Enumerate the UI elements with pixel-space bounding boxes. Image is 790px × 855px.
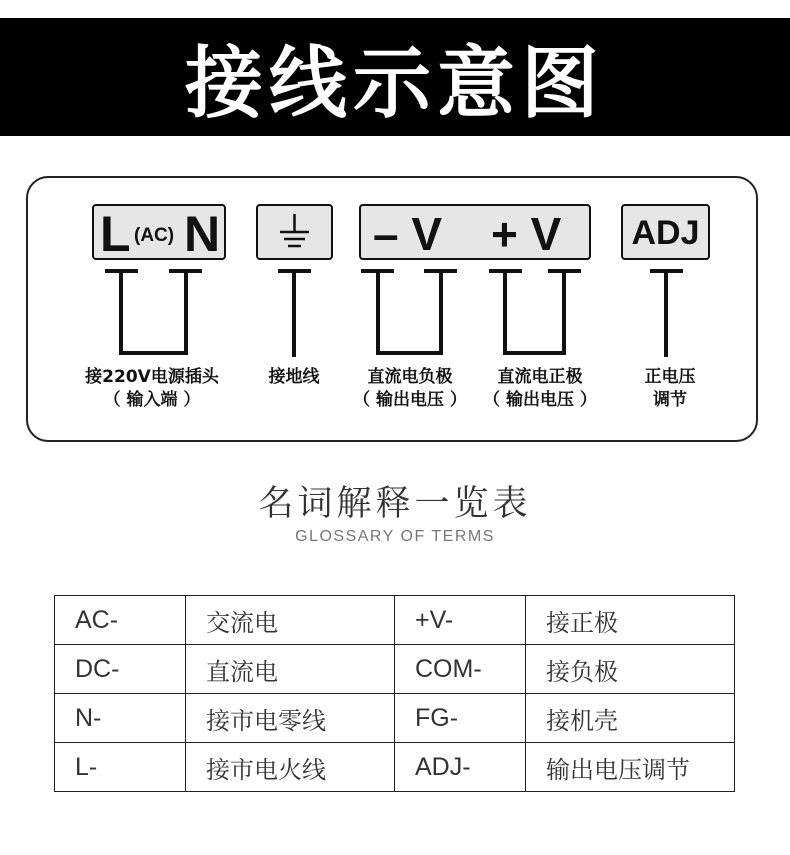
- label-dc-positive-line1: 直流电正极: [497, 367, 583, 387]
- term-cell: COM-: [395, 645, 526, 694]
- definition-cell: 接市电零线: [186, 694, 395, 743]
- label-dc-positive-line2: （ 输出电压 ）: [483, 390, 597, 410]
- definition-cell: 接正极: [526, 596, 735, 645]
- term-cell: FG-: [395, 694, 526, 743]
- label-input-line1: 接220V电源插头: [85, 367, 219, 387]
- term-cell: AC-: [55, 596, 186, 645]
- table-row: [55, 743, 735, 792]
- table-row: [55, 596, 735, 645]
- label-ground-line1: 接地线: [268, 367, 320, 387]
- terminal-ac-label: (AC): [134, 225, 175, 246]
- term-cell: L-: [55, 743, 186, 792]
- label-adj: [620, 366, 720, 412]
- label-input: [72, 366, 232, 412]
- label-ground: [244, 366, 344, 389]
- definition-cell: 接负极: [526, 645, 735, 694]
- label-dc-negative-line2: （ 输出电压 ）: [353, 390, 467, 410]
- term-cell: N-: [55, 694, 186, 743]
- glossary-table: [54, 595, 735, 792]
- page-title: 接线示意图: [184, 39, 605, 129]
- terminal-plus-v-label: + V: [491, 208, 562, 260]
- table-row: [55, 694, 735, 743]
- definition-cell: 交流电: [186, 596, 395, 645]
- wiring-lines: [0, 0, 790, 360]
- definition-cell: 输出电压调节: [526, 743, 735, 792]
- glossary-title: 名词解释一览表: [258, 484, 532, 524]
- terminal-adj-label: ADJ: [631, 214, 700, 252]
- terminal-l-label: L: [100, 206, 131, 262]
- term-cell: DC-: [55, 645, 186, 694]
- definition-cell: 直流电: [186, 645, 395, 694]
- label-dc-negative-line1: 直流电负极: [367, 367, 453, 387]
- label-input-line2: （ 输入端 ）: [103, 390, 201, 410]
- terminal-n-label: N: [184, 206, 221, 262]
- table-row: [55, 645, 735, 694]
- terminal-minus-v-label: – V: [373, 208, 443, 260]
- definition-cell: 接市电火线: [186, 743, 395, 792]
- label-dc-positive: [475, 366, 605, 412]
- glossary-subtitle: GLOSSARY OF TERMS: [295, 528, 495, 545]
- definition-cell: 接机壳: [526, 694, 735, 743]
- term-cell: ADJ-: [395, 743, 526, 792]
- label-adj-line2: 调节: [653, 390, 687, 410]
- label-dc-negative: [345, 366, 475, 412]
- label-adj-line1: 正电压: [644, 367, 696, 387]
- term-cell: +V-: [395, 596, 526, 645]
